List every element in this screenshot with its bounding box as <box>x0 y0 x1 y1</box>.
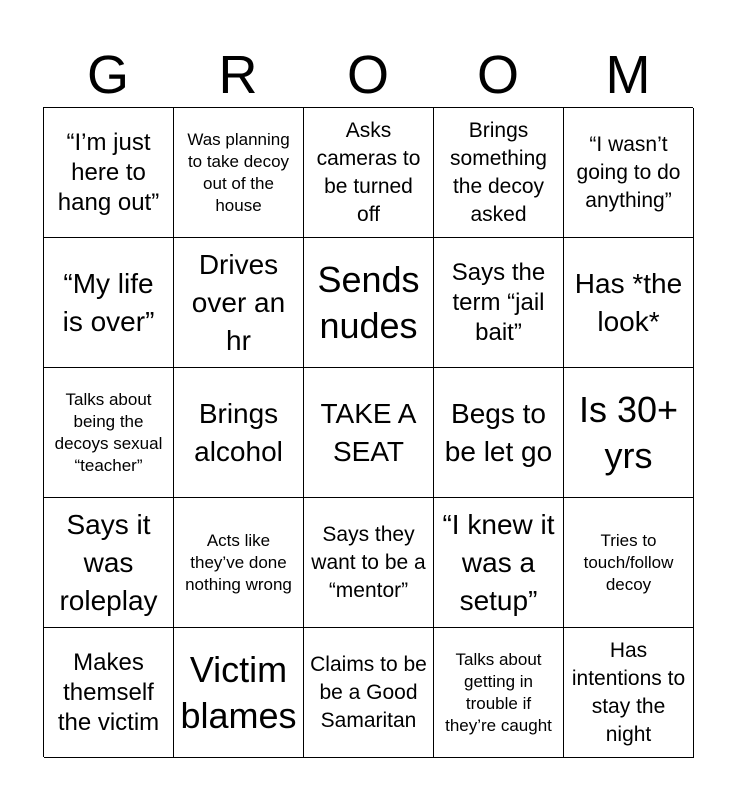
cell-text: Says the term “jail bait” <box>451 258 546 346</box>
cell-text: Has intentions to stay the night <box>571 638 686 746</box>
cell-text: Asks cameras to be turned off <box>316 118 421 226</box>
bingo-cell[interactable] <box>564 498 694 628</box>
bingo-cell[interactable] <box>304 628 434 758</box>
cell-text: Begs to be let go <box>444 397 553 467</box>
cell-text: “I’m just here to hang out” <box>57 128 160 216</box>
bingo-cell[interactable] <box>434 368 564 498</box>
cell-text: Brings alcohol <box>194 397 283 467</box>
cell-text: Says they want to be a “mentor” <box>311 522 426 602</box>
bingo-cell[interactable] <box>564 238 694 368</box>
bingo-cell[interactable] <box>44 498 174 628</box>
bingo-cell[interactable] <box>304 498 434 628</box>
bingo-cell[interactable] <box>564 108 694 238</box>
bingo-header <box>43 44 693 106</box>
bingo-cell[interactable] <box>434 108 564 238</box>
bingo-cell[interactable] <box>44 238 174 368</box>
bingo-cell[interactable] <box>174 238 304 368</box>
cell-text: Is 30+ yrs <box>578 388 679 476</box>
bingo-board <box>43 107 693 757</box>
bingo-cell[interactable] <box>44 368 174 498</box>
header-letter-g: G <box>86 45 129 105</box>
bingo-cell[interactable] <box>174 108 304 238</box>
bingo-cell[interactable] <box>44 108 174 238</box>
bingo-cell[interactable] <box>434 498 564 628</box>
header-letter-o-2: O <box>476 45 519 105</box>
cell-text: “I knew it was a setup” <box>442 508 555 616</box>
bingo-cell[interactable] <box>564 628 694 758</box>
cell-text: Talks about getting in trouble if they’re caught <box>445 649 552 735</box>
bingo-cell[interactable] <box>174 498 304 628</box>
bingo-cell[interactable] <box>564 368 694 498</box>
cell-text: Tries to touch/follow decoy <box>583 530 674 594</box>
header-letter-o: O <box>346 45 389 105</box>
cell-text: Drives over an hr <box>191 248 286 356</box>
header-letter-r: R <box>218 45 258 105</box>
bingo-cell[interactable] <box>44 628 174 758</box>
cell-text: Says it was roleplay <box>59 508 158 616</box>
cell-text: “I wasn’t going to do anything” <box>576 132 681 212</box>
bingo-cell[interactable] <box>434 238 564 368</box>
cell-text: Talks about being the decoys sexual “teacher” <box>54 389 163 475</box>
cell-text: Sends nudes <box>317 258 420 346</box>
bingo-cell[interactable] <box>304 238 434 368</box>
cell-text: Has *the look* <box>574 267 683 337</box>
cell-text: Claims to be be a Good Samaritan <box>310 652 427 732</box>
cell-text: Brings something the decoy asked <box>450 118 547 226</box>
cell-text: Makes themself the victim <box>57 648 160 736</box>
cell-text: TAKE A SEAT <box>320 397 417 467</box>
bingo-cell[interactable] <box>304 108 434 238</box>
cell-text: Victim blames <box>180 648 297 736</box>
bingo-cell[interactable] <box>434 628 564 758</box>
free-space-cell[interactable] <box>304 368 434 498</box>
bingo-cell[interactable] <box>174 368 304 498</box>
bingo-cell[interactable] <box>174 628 304 758</box>
cell-text: “My life is over” <box>62 267 155 337</box>
header-letter-m: M <box>605 45 651 105</box>
cell-text: Was planning to take decoy out of the house <box>187 129 290 215</box>
cell-text: Acts like they’ve done nothing wrong <box>185 530 292 594</box>
